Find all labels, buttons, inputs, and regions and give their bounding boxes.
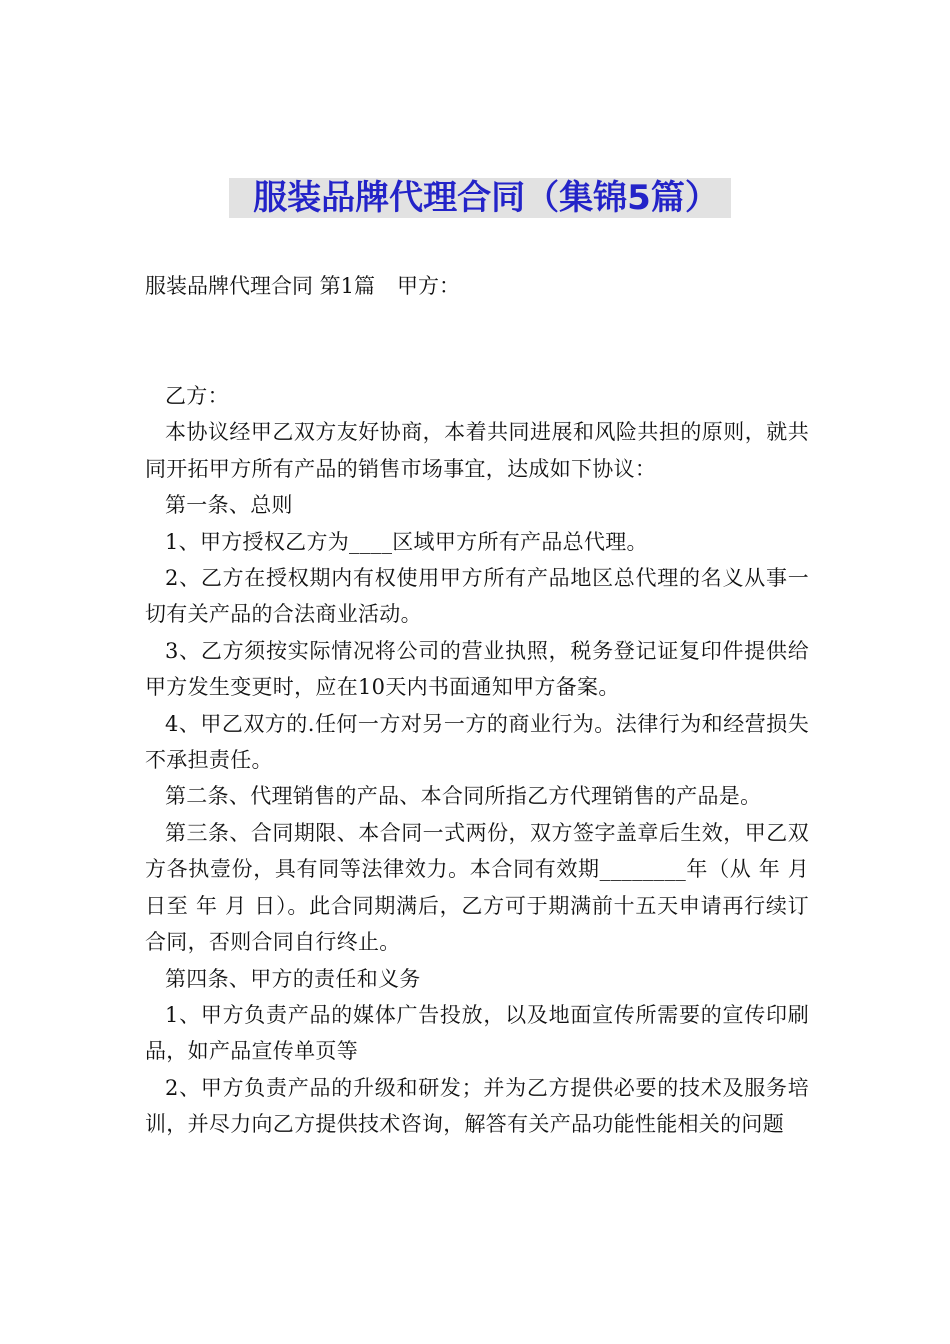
agreement-intro-paragraph: 本协议经甲乙双方友好协商，本着共同进展和风险共担的原则，就共同开拓甲方所有产品的销售市场事宜，达成如下协议： xyxy=(145,420,809,481)
clause-1-4: 4、甲乙双方的.任何一方对另一方的商业行为。法律行为和经营损失不承担责任。 xyxy=(145,711,809,773)
section-header-line xyxy=(145,268,460,304)
clause-4-1: 1、甲方负责产品的媒体广告投放，以及地面宣传所需要的宣传印刷品，如产品宣传单页等 xyxy=(145,1002,809,1064)
article-4-heading: 第四条、甲方的责任和义务 xyxy=(165,966,421,991)
clause-4-2: 2、甲方负责产品的升级和研发；并为乙方提供必要的技术及服务培训，并尽力向乙方提供技术咨询，解答有关产品功能性能相关的问题 xyxy=(145,1075,809,1137)
party-a-label: 甲方： xyxy=(397,274,461,298)
article-3-paragraph: 第三条、合同期限、本合同一式两份，双方签字盖章后生效，甲乙双方各执壹份，具有同等法律效力。本合同有效期________年（从 年 月 日至 年 月 日）。此合同期满后，乙方可于期满前十五天申请再行续订合同，否则合同自行终止。 xyxy=(145,820,809,955)
clause-1-2: 2、乙方在授权期内有权使用甲方所有产品地区总代理的名义从事一切有关产品的合法商业活动。 xyxy=(145,566,809,627)
document-body xyxy=(145,378,809,1143)
title-container xyxy=(0,178,950,218)
article-2-paragraph: 第二条、代理销售的产品、本合同所指乙方代理销售的产品是。 xyxy=(165,784,762,809)
document-title: 服装品牌代理合同（集锦5篇） xyxy=(229,178,731,218)
clause-1-3: 3、乙方须按实际情况将公司的营业执照，税务登记证复印件提供给甲方发生变更时，应在10天内书面通知甲方备案。 xyxy=(145,638,809,700)
article-1-heading: 第一条、总则 xyxy=(165,493,293,518)
party-b-label: 乙方： xyxy=(165,384,229,408)
section-header-label: 服装品牌代理合同 第1篇 xyxy=(145,274,376,298)
clause-1-1: 1、甲方授权乙方为____区域甲方所有产品总代理。 xyxy=(165,529,648,554)
